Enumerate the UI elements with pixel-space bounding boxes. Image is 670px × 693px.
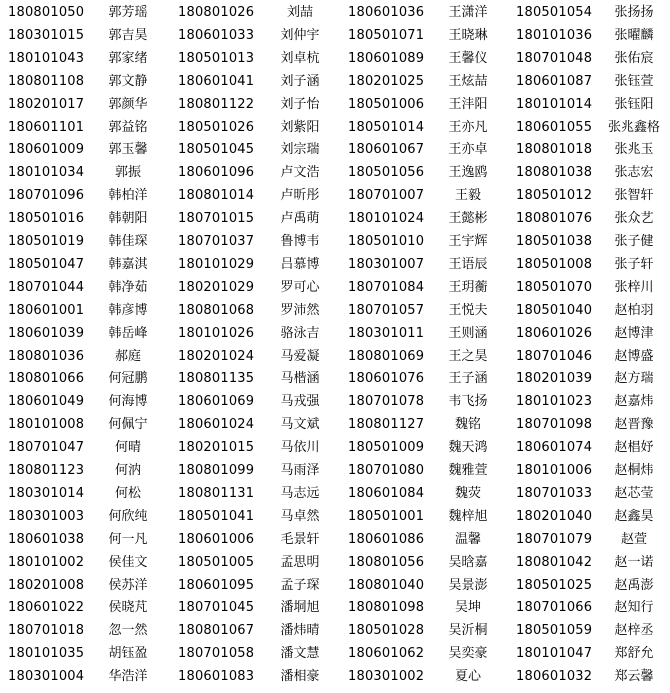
student-name-cell: 忽一然 (108, 623, 148, 639)
student-id-cell: 180501006 (348, 96, 425, 112)
student-name-cell: 张曜麟 (614, 27, 654, 43)
student-name-cell: 王语辰 (448, 256, 488, 272)
student-name-cell: 侯晓芃 (108, 600, 148, 616)
student-name-cell: 郭文静 (108, 73, 148, 89)
table-row (0, 71, 670, 92)
student-name-cell: 郭玉馨 (108, 142, 148, 158)
student-id-cell: 180601026 (516, 325, 593, 341)
student-id-cell: 180501038 (516, 234, 593, 249)
student-name-cell: 魏荧 (454, 485, 481, 501)
student-id-cell: 180601009 (8, 142, 85, 158)
student-id-cell: 180501054 (516, 5, 593, 20)
student-id-cell: 180501059 (516, 623, 593, 639)
student-name-cell: 刘子怡 (280, 96, 320, 112)
student-id-cell: 180501016 (8, 211, 85, 227)
student-id-cell: 180601032 (516, 669, 593, 685)
student-id-cell: 180701079 (516, 531, 593, 547)
table-row (0, 643, 670, 664)
student-id-cell: 180701044 (8, 279, 85, 295)
student-name-cell: 何海博 (108, 394, 148, 410)
student-name-cell: 何晴 (114, 440, 141, 456)
table-row (0, 94, 670, 115)
student-name-cell: 魏梓旭 (448, 508, 488, 524)
student-id-cell: 180701096 (8, 188, 85, 204)
student-id-cell: 180601049 (8, 394, 85, 410)
student-id-cell: 180701048 (516, 50, 593, 66)
student-id-cell: 180801127 (348, 417, 425, 433)
student-name-cell: 张钰阳 (614, 96, 654, 112)
student-id-cell: 180801066 (8, 371, 85, 387)
student-id-cell: 180801026 (178, 5, 255, 20)
student-id-cell: 180601083 (178, 669, 255, 685)
student-name-cell: 毛景轩 (280, 531, 320, 547)
student-name-cell: 王懿彬 (448, 211, 488, 227)
table-row (0, 437, 670, 458)
student-name-cell: 刘喆 (286, 5, 313, 20)
table-row (0, 162, 670, 183)
student-id-cell: 180301002 (348, 669, 425, 685)
student-id-cell: 180801068 (178, 302, 255, 318)
table-row (0, 414, 670, 435)
student-id-cell: 180201025 (348, 73, 425, 89)
student-name-cell: 吴景澎 (448, 577, 488, 593)
student-name-cell: 王毅 (454, 188, 481, 204)
student-name-cell: 赵博津 (614, 325, 654, 341)
student-name-cell: 郝庭 (114, 348, 141, 364)
student-id-cell: 180701015 (178, 211, 255, 227)
table-row (0, 208, 670, 229)
student-name-cell: 赵一诺 (614, 554, 654, 570)
student-name-cell: 郭振 (114, 165, 141, 181)
student-name-cell: 胡钰盈 (108, 646, 148, 662)
student-id-cell: 180601041 (178, 73, 255, 89)
student-name-cell: 郭家绪 (108, 50, 148, 66)
student-id-cell: 180701098 (516, 417, 593, 433)
student-id-cell: 180301014 (8, 485, 85, 501)
student-id-cell: 180101006 (516, 463, 593, 478)
student-name-cell: 郭颜华 (108, 96, 148, 112)
student-id-cell: 180501019 (8, 234, 85, 249)
student-id-cell: 180601039 (8, 325, 85, 341)
student-id-cell: 180101008 (8, 417, 85, 433)
student-id-cell: 180801135 (178, 371, 255, 387)
student-id-cell: 180301003 (8, 508, 85, 524)
student-id-cell: 180501040 (516, 302, 593, 318)
student-name-cell: 赵晋豫 (614, 417, 654, 433)
student-name-cell: 张智轩 (614, 188, 654, 204)
student-id-cell: 180501041 (178, 508, 255, 524)
student-id-cell: 180101036 (516, 27, 593, 43)
student-name-cell: 张兆鑫格 (607, 119, 660, 135)
student-name-cell: 王亦卓 (448, 142, 488, 158)
student-name-cell: 潘文慧 (280, 646, 320, 662)
student-id-cell: 180701007 (348, 188, 425, 204)
student-name-cell: 何佩宁 (108, 417, 148, 433)
student-name-cell: 韩柏洋 (108, 188, 148, 204)
student-name-cell: 张志宏 (614, 165, 654, 181)
student-name-cell: 何汭 (114, 463, 141, 478)
student-id-cell: 180601076 (348, 371, 425, 387)
student-id-cell: 180101024 (348, 211, 425, 227)
student-name-cell: 马楷涵 (280, 371, 320, 387)
student-id-cell: 180201008 (8, 577, 85, 593)
student-id-cell: 180801108 (8, 73, 85, 89)
student-id-cell: 180801050 (8, 5, 85, 20)
student-id-cell: 180701066 (516, 600, 593, 616)
student-id-cell: 180701045 (178, 600, 255, 616)
student-name-cell: 郭芳瑶 (108, 5, 148, 20)
student-name-cell: 王潇洋 (448, 5, 488, 20)
student-name-cell: 张众艺 (614, 211, 654, 227)
student-id-cell: 180701046 (516, 348, 593, 364)
table-row (0, 391, 670, 412)
student-name-cell: 吴坤 (454, 600, 481, 616)
student-name-cell: 吕慕博 (280, 256, 320, 272)
student-id-cell: 180801067 (178, 623, 255, 639)
student-name-cell: 赵方瑞 (614, 371, 654, 387)
student-id-cell: 180101023 (516, 394, 593, 410)
student-id-cell: 180501001 (348, 508, 425, 524)
student-id-cell: 180601086 (348, 531, 425, 547)
student-name-cell: 刘卓杭 (280, 50, 320, 66)
table-row (0, 139, 670, 160)
student-name-cell: 赵椙妤 (614, 440, 654, 456)
student-id-cell: 180801040 (348, 577, 425, 593)
student-name-cell: 魏天鸿 (448, 440, 488, 456)
student-name-cell: 张梓川 (614, 279, 654, 295)
student-name-cell: 马卓然 (280, 508, 320, 524)
student-name-cell: 赵嘉炜 (614, 394, 654, 410)
student-name-cell: 华浩洋 (108, 669, 148, 685)
student-name-cell: 马志远 (280, 485, 320, 501)
student-name-cell: 赵博盛 (614, 348, 654, 364)
student-id-cell: 180501010 (348, 234, 425, 249)
student-id-cell: 180701080 (348, 463, 425, 478)
student-id-cell: 180801069 (348, 348, 425, 364)
student-id-cell: 180301015 (8, 27, 85, 43)
student-id-cell: 180601074 (516, 440, 593, 456)
student-name-cell: 王子涵 (448, 371, 488, 387)
student-name-cell: 刘紫阳 (280, 119, 320, 135)
table-row (0, 25, 670, 46)
table-row (0, 300, 670, 321)
student-name-cell: 王晓琳 (448, 27, 488, 43)
student-name-cell: 韩佳琛 (108, 234, 148, 249)
student-id-cell: 180801018 (516, 142, 593, 158)
student-id-cell: 180601089 (348, 50, 425, 66)
student-id-cell: 180701018 (8, 623, 85, 639)
student-name-cell: 赵鑫昊 (614, 508, 654, 524)
student-name-cell: 骆泳吉 (280, 325, 320, 341)
student-id-cell: 180701033 (516, 485, 593, 501)
student-id-cell: 180201024 (178, 348, 255, 364)
student-id-cell: 180601001 (8, 302, 85, 318)
student-id-cell: 180701057 (348, 302, 425, 318)
student-id-cell: 180501014 (348, 119, 425, 135)
student-name-cell: 鲁博韦 (280, 234, 320, 249)
table-row (0, 277, 670, 298)
student-id-cell: 180601024 (178, 417, 255, 433)
student-id-cell: 180501005 (178, 554, 255, 570)
student-name-cell: 王逸鸥 (448, 165, 488, 181)
student-id-cell: 180801076 (516, 211, 593, 227)
student-name-cell: 张子轩 (614, 256, 654, 272)
table-row (0, 483, 670, 504)
student-name-cell: 王亦凡 (448, 119, 488, 135)
student-name-cell: 何松 (114, 485, 141, 501)
student-name-cell: 王玥蘅 (448, 279, 488, 295)
student-id-cell: 180601095 (178, 577, 255, 593)
student-id-cell: 180101014 (516, 96, 593, 112)
student-id-cell: 180801099 (178, 463, 255, 478)
table-row (0, 117, 670, 138)
student-id-cell: 180101034 (8, 165, 85, 181)
student-id-cell: 180201017 (8, 96, 85, 112)
student-id-cell: 180601036 (348, 5, 425, 20)
student-id-cell: 180601006 (178, 531, 255, 547)
student-id-cell: 180601101 (8, 119, 85, 135)
student-name-cell: 卢昕彤 (280, 188, 320, 204)
student-name-cell: 王沣阳 (448, 96, 488, 112)
student-id-cell: 180801056 (348, 554, 425, 570)
student-id-cell: 180601055 (516, 119, 593, 135)
student-name-cell: 马文斌 (280, 417, 320, 433)
student-name-cell: 夏心 (454, 669, 481, 685)
student-id-cell: 180101002 (8, 554, 85, 570)
student-name-cell: 王馨仪 (448, 50, 488, 66)
student-id-cell: 180501047 (8, 256, 85, 272)
student-id-cell: 180301011 (348, 325, 425, 341)
student-name-cell: 郑舒允 (614, 646, 654, 662)
student-name-cell: 张扬扬 (614, 5, 654, 20)
student-id-cell: 180801036 (8, 348, 85, 364)
student-id-cell: 180601087 (516, 73, 593, 89)
table-row (0, 2, 670, 23)
table-row (0, 575, 670, 596)
student-name-cell: 孟子琛 (280, 577, 320, 593)
student-name-cell: 吴晗嘉 (448, 554, 488, 570)
student-name-cell: 何一凡 (108, 531, 148, 547)
student-id-cell: 180701078 (348, 394, 425, 410)
student-id-cell: 180801014 (178, 188, 255, 204)
student-id-cell: 180801098 (348, 600, 425, 616)
student-name-cell: 张兆玉 (614, 142, 654, 158)
student-name-cell: 侯苏洋 (108, 577, 148, 593)
student-name-cell: 潘相豪 (280, 669, 320, 685)
student-name-cell: 刘子涵 (280, 73, 320, 89)
table-row (0, 666, 670, 687)
student-id-cell: 180101029 (178, 256, 255, 272)
student-name-cell: 赵桐炜 (614, 463, 654, 478)
student-name-cell: 赵知行 (614, 600, 654, 616)
student-id-cell: 180701047 (8, 440, 85, 456)
student-name-cell: 魏雅萱 (448, 463, 488, 478)
student-id-cell: 180701058 (178, 646, 255, 662)
student-name-cell: 卢文浩 (280, 165, 320, 181)
student-name-cell: 孟思明 (280, 554, 320, 570)
student-name-cell: 吴奕豪 (448, 646, 488, 662)
student-id-cell: 180501070 (516, 279, 593, 295)
student-name-cell: 吴沂桐 (448, 623, 488, 639)
table-row (0, 323, 670, 344)
table-row (0, 231, 670, 252)
student-name-cell: 郭益铭 (108, 119, 148, 135)
student-name-cell: 王宇辉 (448, 234, 488, 249)
table-row (0, 48, 670, 69)
table-row (0, 620, 670, 641)
student-id-cell: 180201040 (516, 508, 593, 524)
student-name-cell: 何欣纯 (108, 508, 148, 524)
student-id-cell: 180601067 (348, 142, 425, 158)
student-id-cell: 180501071 (348, 27, 425, 43)
student-id-cell: 180801131 (178, 485, 255, 501)
table-row (0, 185, 670, 206)
table-row (0, 460, 670, 481)
student-name-cell: 王悦夫 (448, 302, 488, 318)
student-name-cell: 潘炜晴 (280, 623, 320, 639)
table-row (0, 506, 670, 527)
student-name-cell: 何冠鹏 (108, 371, 148, 387)
student-id-cell: 180801042 (516, 554, 593, 570)
student-id-cell: 180601069 (178, 394, 255, 410)
student-name-cell: 韩彦博 (108, 302, 148, 318)
student-name-cell: 张钰萱 (614, 73, 654, 89)
student-name-cell: 王炫喆 (448, 73, 488, 89)
student-name-cell: 韩净茹 (108, 279, 148, 295)
student-id-cell: 180501008 (516, 256, 593, 272)
student-id-cell: 180801038 (516, 165, 593, 181)
student-id-cell: 180601022 (8, 600, 85, 616)
student-name-cell: 赵梓丞 (614, 623, 654, 639)
student-name-cell: 马雨泽 (280, 463, 320, 478)
student-id-cell: 180601096 (178, 165, 255, 181)
student-id-cell: 180101047 (516, 646, 593, 662)
student-id-cell: 180701084 (348, 279, 425, 295)
student-id-cell: 180501025 (516, 577, 593, 593)
student-name-cell: 郭吉昊 (108, 27, 148, 43)
student-id-cell: 180501028 (348, 623, 425, 639)
student-name-cell: 刘宗瑞 (280, 142, 320, 158)
student-id-cell: 180601038 (8, 531, 85, 547)
student-name-cell: 温馨 (454, 531, 481, 547)
student-name-cell: 韩朝阳 (108, 211, 148, 227)
student-name-cell: 侯佳文 (108, 554, 148, 570)
student-id-cell: 180101043 (8, 50, 85, 66)
student-name-cell: 马爱凝 (280, 348, 320, 364)
student-id-cell: 180501026 (178, 119, 255, 135)
student-id-cell: 180701037 (178, 234, 255, 249)
student-name-cell: 赵柏羽 (614, 302, 654, 318)
student-name-cell: 罗可心 (280, 279, 320, 295)
student-id-cell: 180501045 (178, 142, 255, 158)
student-name-cell: 罗沛然 (280, 302, 320, 318)
table-row (0, 368, 670, 389)
student-id-cell: 180801123 (8, 463, 85, 478)
student-id-cell: 180501012 (516, 188, 593, 204)
student-name-cell: 王则涵 (448, 325, 488, 341)
student-name-cell: 韩嘉淇 (108, 256, 148, 272)
student-name-cell: 王之昊 (448, 348, 488, 364)
student-id-cell: 180501009 (348, 440, 425, 456)
table-row (0, 552, 670, 573)
student-name-cell: 韩岳峰 (108, 325, 148, 341)
table-row (0, 597, 670, 618)
student-id-cell: 180501056 (348, 165, 425, 181)
student-name-cell: 韦飞扬 (448, 394, 488, 410)
student-name-cell: 马戎强 (280, 394, 320, 410)
student-name-cell: 刘仲宇 (280, 27, 320, 43)
student-id-cell: 180601062 (348, 646, 425, 662)
student-id-cell: 180101026 (178, 325, 255, 341)
table-row (0, 254, 670, 275)
student-name-cell: 郑云馨 (614, 669, 654, 685)
student-name-cell: 张佑宸 (614, 50, 654, 66)
student-name-cell: 赵萱 (620, 531, 647, 547)
student-id-cell: 180201015 (178, 440, 255, 456)
student-name-cell: 卢禹萌 (280, 211, 320, 227)
table-row (0, 529, 670, 550)
student-id-cell: 180601033 (178, 27, 255, 43)
table-row (0, 346, 670, 367)
student-name-cell: 赵禹澎 (614, 577, 654, 593)
student-id-cell: 180201029 (178, 279, 255, 295)
student-id-cell: 180801122 (178, 96, 255, 112)
student-name-cell: 魏铭 (454, 417, 481, 433)
student-id-cell: 180201039 (516, 371, 593, 387)
student-id-cell: 180301004 (8, 669, 85, 685)
student-id-cell: 180101035 (8, 646, 85, 662)
student-id-cell: 180601084 (348, 485, 425, 501)
student-id-cell: 180301007 (348, 256, 425, 272)
student-id-cell: 180501013 (178, 50, 255, 66)
student-name-cell: 马依川 (280, 440, 320, 456)
student-name-cell: 张子健 (614, 234, 654, 249)
student-name-cell: 潘垌旭 (280, 600, 320, 616)
student-name-cell: 赵芯莹 (614, 485, 654, 501)
